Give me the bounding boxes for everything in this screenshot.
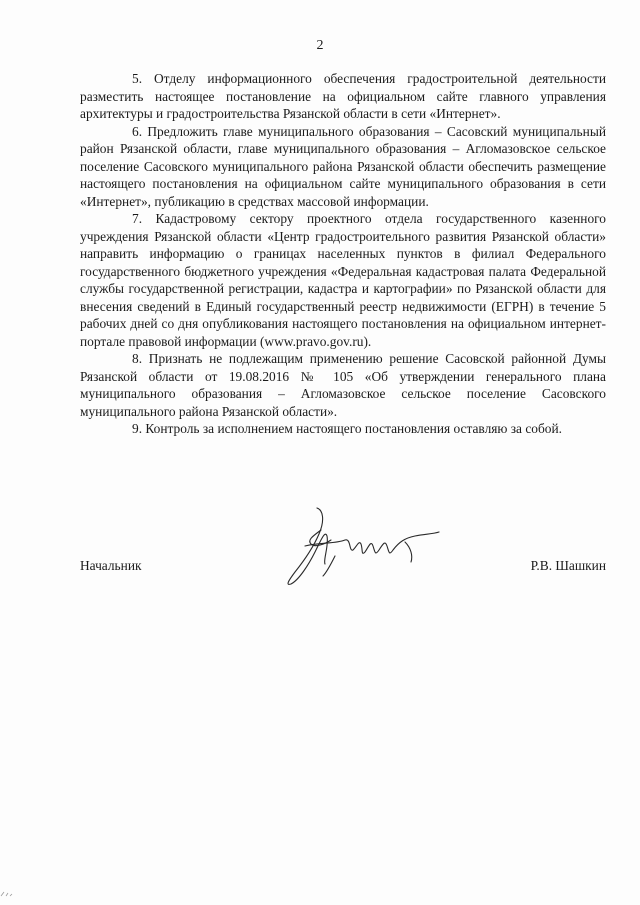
paragraph-5: 5. Отделу информационного обеспечения градостроительной деятельности разместить настоящее постановление на официальном сайте главного управления архитектуры и градостроительства Рязанской области в сети «Интернет». [80,71,606,121]
signer-name: Р.В. Шашкин [530,558,606,573]
page-number: 2 [316,38,324,53]
position-title: Начальник [80,558,142,573]
paragraph-8: 8. Признать не подлежащим применению решение Сасовской районной Думы Рязанской области от 19.08.2016 № 105 «Об утверждении генерального плана муниципального образования – Агломазовское сельское поселение Сасовского муниципального района Рязанской области». [80,351,606,419]
paragraph-9: 9. Контроль за исполнением настоящего постановления оставляю за собой. [132,421,563,436]
document-body [80,70,606,438]
signature-block [80,558,606,578]
scan-edge-mark [0,886,20,898]
paragraph-7: 7. Кадастровому сектору проектного отдела государственного казенного учреждения Рязанской области «Центр градостроительного развития Рязанской области» направить информацию о границах населенных пунктов в филиал Федерального государственного бюджетного учреждения «Федеральная кадастровая палата Федеральной службы государственной регистрации, кадастра и картографии» по Рязанской области для внесения сведений в Единый государственный реестр недвижимости (ЕГРН) в течение 5 рабочих дней со дня опубликования настоящего постановления на официальном интернет-портале правовой информации (www.pravo.gov.ru). [80,211,606,349]
paragraph-6: 6. Предложить главе муниципального образования – Сасовский муниципальный район Рязанской области, главе муниципального образования – Агломазовское сельское поселение Сасовского муниципального района Рязанской области обеспечить размещение настоящего постановления на официальном сайте муниципального образования в сети «Интернет», публикацию в средствах массовой информации. [80,123,606,209]
handwritten-signature [265,500,445,595]
